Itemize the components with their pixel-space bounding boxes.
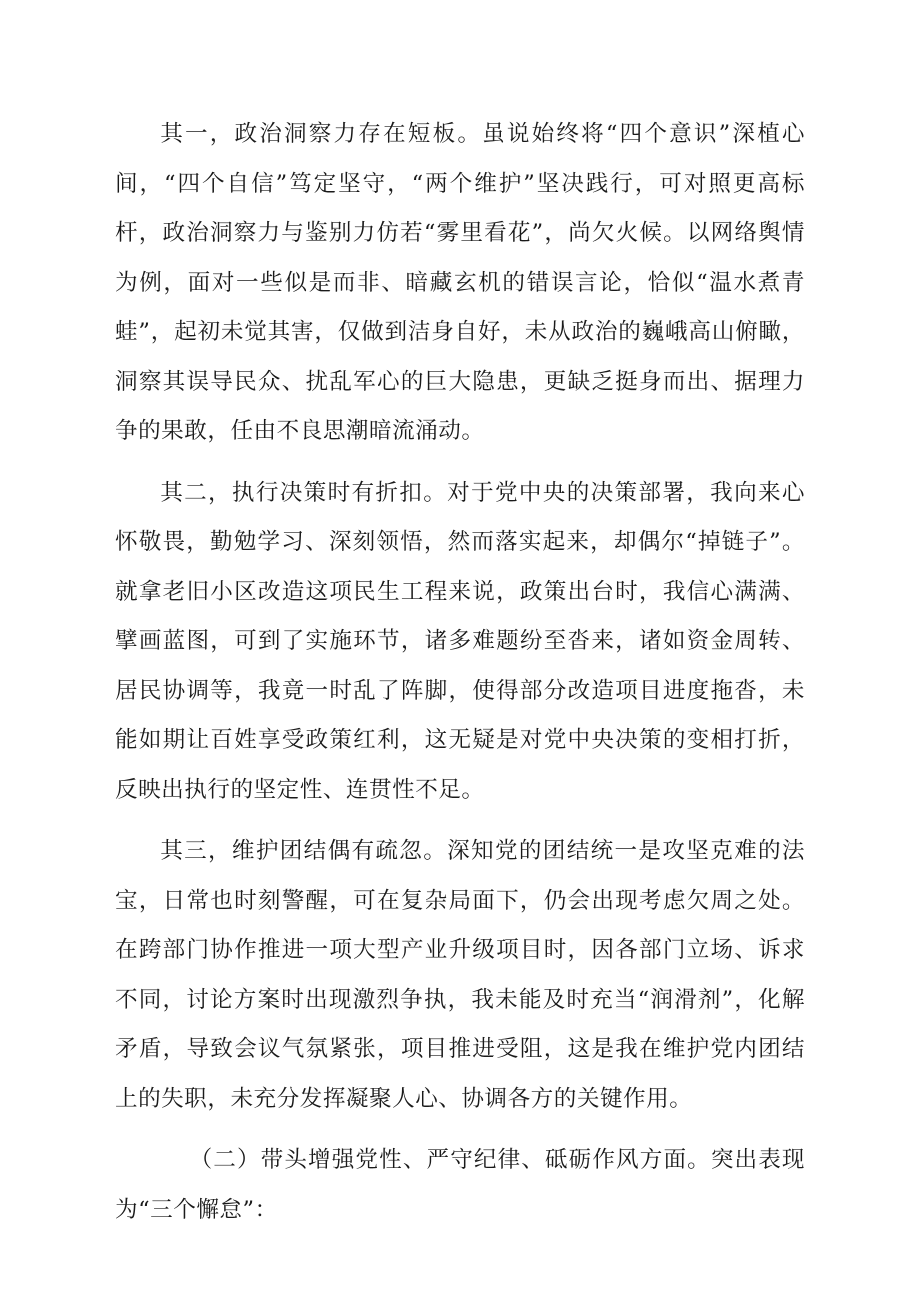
- paragraph-decision-execution: 其二，执行决策时有折扣。对于党中央的决策部署，我向来心怀敬畏，勤勉学习、深刻领悟，然而落实起来，却偶尔“掉链子”。就拿老旧小区改造这项民生工程来说，政策出台时，我信心满满、擘画蓝图，可到了实施环节，诸多难题纷至沓来，诸如资金周转、居民协调等，我竟一时乱了阵脚，使得部分改造项目进度拖沓，未能如期让百姓享受政策红利，这无疑是对党中央决策的变相打折，反映出执行的坚定性、连贯性不足。: [115, 479, 805, 803]
- paragraph-political-insight: 其一，政治洞察力存在短板。虽说始终将“四个意识”深植心间，“四个自信”笃定坚守，“两个维护”坚决践行，可对照更高标杆，政治洞察力与鉴别力仿若“雾里看花”，尚欠火候。以网络舆情为例，面对一些似是而非、暗藏玄机的错误言论，恰似“温水煮青蛙”，起初未觉其害，仅做到洁身自好，未从政治的巍峨高山俯瞰，洞察其误导民众、扰乱军心的巨大隐患，更缺乏挺身而出、据理力争的果敢，任由不良思潮暗流涌动。: [115, 121, 805, 444]
- document-body: [115, 110, 805, 1235]
- paragraph-unity-maintenance: 其三，维护团结偶有疏忽。深知党的团结统一是攻坚克难的法宝，日常也时刻警醒，可在复杂局面下，仍会出现考虑欠周之处。在跨部门协作推进一项大型产业升级项目时，因各部门立场、诉求不同，讨论方案时出现激烈争执，我未能及时充当“润滑剂”，化解矛盾，导致会议气氛紧张，项目推进受阻，这是我在维护党内团结上的失职，未充分发挥凝聚人心、协调各方的关键作用。: [115, 838, 805, 1112]
- section-heading-party-spirit: （二）带头增强党性、严守纪律、砥砺作风方面。突出表现为“三个懈怠”：: [115, 1147, 805, 1223]
